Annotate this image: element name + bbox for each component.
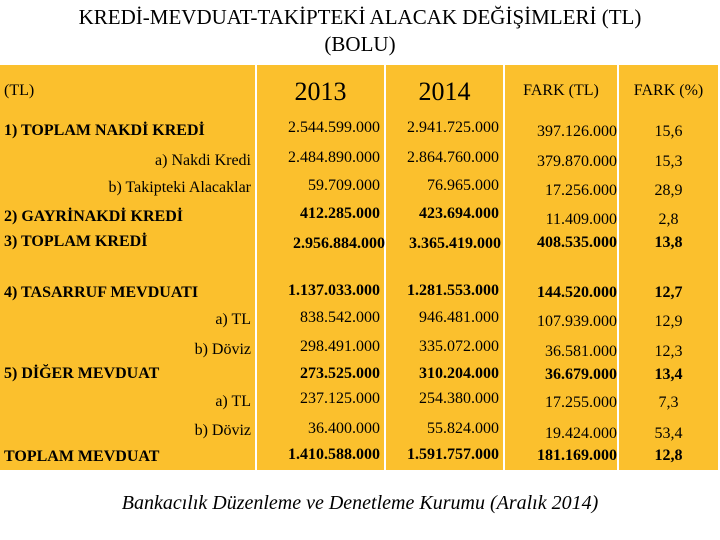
cell-fark-pct: 15,6 [654,123,683,140]
cell-2014: 254.380.000 [419,390,499,407]
row-label: 2) GAYRİNAKDİ KREDİ [4,208,183,225]
row-label: b) Takipteki Alacaklar [108,179,251,196]
row-label: b) Döviz [194,341,251,358]
cell-fark-pct: 13,8 [654,234,683,251]
header-year-2014: 2014 [418,77,471,106]
cell-2013: 1.137.033.000 [288,282,380,299]
header-year-2013: 2013 [294,77,347,106]
cell-2014: 2.941.725.000 [407,119,499,136]
row-label: TOPLAM MEVDUAT [4,448,160,465]
cell-fark-pct: 12,7 [654,284,683,301]
column-divider [384,65,386,470]
cell-fark-pct: 28,9 [654,182,683,199]
cell-fark-tl: 107.939.000 [537,313,617,330]
cell-2013: 2.484.890.000 [288,149,380,166]
cell-fark-tl: 19.424.000 [545,425,617,442]
row-label: a) TL [215,393,251,410]
cell-fark-tl: 36.679.000 [545,366,617,383]
data-table [0,65,720,470]
row-label: a) TL [215,311,251,328]
cell-2013: 237.125.000 [300,390,380,407]
row-label: 5) DİĞER MEVDUAT [4,365,160,382]
row-label: 3) TOPLAM KREDİ [4,233,148,250]
cell-fark-tl: 379.870.000 [537,153,617,170]
header-unit: (TL) [4,82,35,99]
cell-fark-pct: 12,3 [654,343,683,360]
cell-2013: 838.542.000 [300,309,380,326]
cell-2014: 1.591.757.000 [407,446,499,463]
cell-2013: 2.544.599.000 [288,119,380,136]
column-divider [503,65,505,470]
header-fark-tl: FARK (TL) [523,82,599,99]
cell-2014: 76.965.000 [427,177,499,194]
cell-fark-pct: 2,8 [658,211,679,228]
header-fark-pct: FARK (%) [633,82,704,99]
title-line-2: (BOLU) [324,32,396,56]
cell-fark-tl: 144.520.000 [537,284,617,301]
column-divider [255,65,257,470]
cell-2014: 335.072.000 [419,338,499,355]
title-line-1: KREDİ-MEVDUAT-TAKİPTEKİ ALACAK DEĞİŞİMLERİ (TL) [78,5,642,29]
cell-fark-pct: 12,9 [654,313,683,330]
cell-fark-tl: 408.535.000 [537,234,617,251]
cell-2014: 3.365.419.000 [409,235,501,252]
cell-fark-tl: 181.169.000 [537,447,617,464]
cell-2013: 59.709.000 [308,177,380,194]
cell-2014: 1.281.553.000 [407,282,499,299]
cell-fark-tl: 36.581.000 [545,343,617,360]
cell-fark-pct: 53,4 [654,425,683,442]
cell-fark-tl: 11.409.000 [545,211,617,228]
cell-fark-pct: 15,3 [654,153,683,170]
row-label: b) Döviz [194,422,251,439]
cell-2013: 36.400.000 [308,420,380,437]
page-title [0,4,720,58]
cell-fark-pct: 13,4 [654,366,683,383]
cell-fark-pct: 12,8 [654,447,683,464]
cell-2014: 310.204.000 [419,365,499,382]
row-label: 4) TASARRUF MEVDUATI [4,284,199,301]
cell-fark-tl: 397.126.000 [537,123,617,140]
cell-2013: 2.956.884.000 [293,235,385,252]
cell-2013: 412.285.000 [300,205,380,222]
row-label: 1) TOPLAM NAKDİ KREDİ [4,122,205,139]
cell-fark-tl: 17.255.000 [545,394,617,411]
cell-2014: 946.481.000 [419,309,499,326]
row-label: a) Nakdi Kredi [155,152,251,169]
cell-2013: 273.525.000 [300,365,380,382]
cell-2013: 1.410.588.000 [288,446,380,463]
cell-2013: 298.491.000 [300,338,380,355]
cell-fark-pct: 7,3 [658,394,679,411]
source-note: Bankacılık Düzenleme ve Denetleme Kurumu (Aralık 2014) [121,492,599,514]
cell-fark-tl: 17.256.000 [545,182,617,199]
cell-2014: 423.694.000 [419,205,499,222]
cell-2014: 2.864.760.000 [407,149,499,166]
cell-2014: 55.824.000 [427,420,499,437]
